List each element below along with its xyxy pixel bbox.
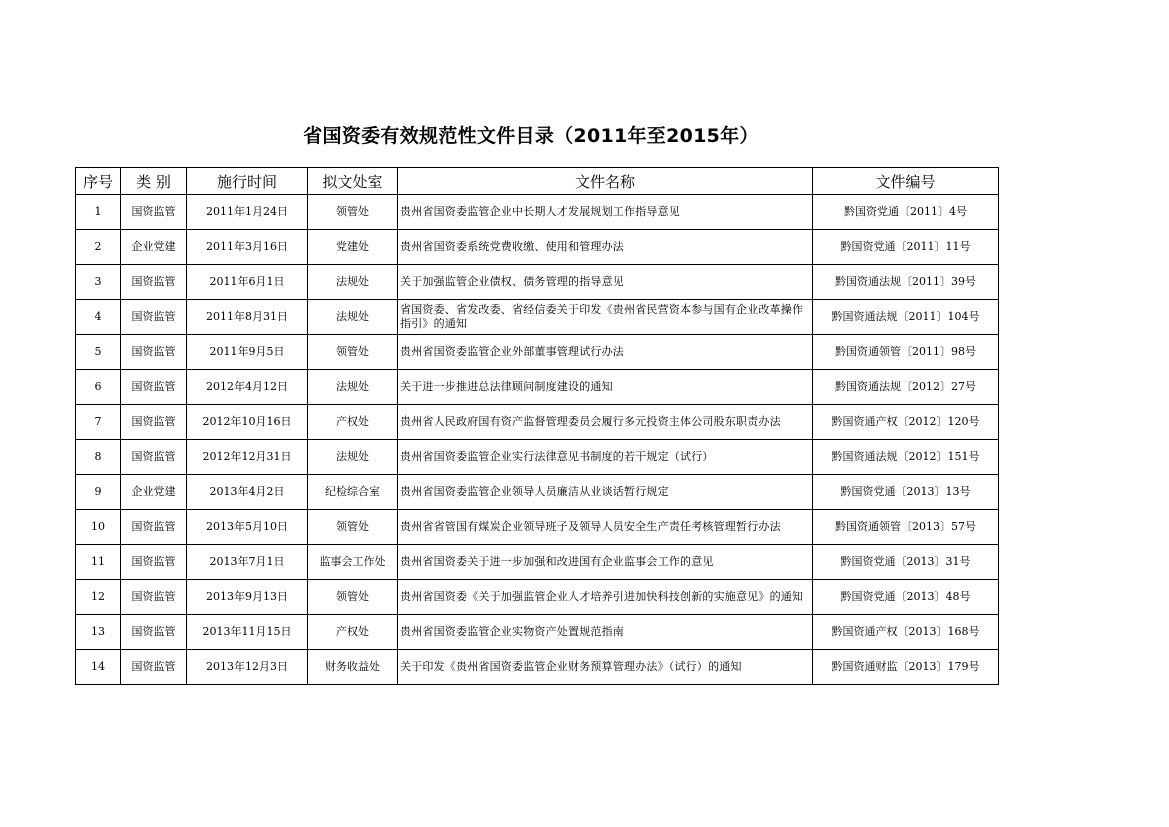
table-row	[76, 615, 999, 650]
row-index: 12	[76, 580, 121, 615]
row-document-name: 贵州省国资委监管企业中长期人才发展规划工作指导意见	[398, 195, 813, 230]
row-document-name: 关于进一步推进总法律顾问制度建设的通知	[398, 370, 813, 405]
row-index: 8	[76, 440, 121, 475]
row-effective-date: 2011年1月24日	[187, 195, 308, 230]
row-category: 企业党建	[121, 230, 187, 265]
document-catalog-table	[75, 167, 999, 685]
table-row	[76, 300, 999, 335]
row-document-name: 贵州省国资委监管企业外部董事管理试行办法	[398, 335, 813, 370]
row-document-name: 关于印发《贵州省国资委监管企业财务预算管理办法》（试行）的通知	[398, 650, 813, 685]
table-row	[76, 335, 999, 370]
row-index: 14	[76, 650, 121, 685]
row-effective-date: 2013年7月1日	[187, 545, 308, 580]
row-document-name: 贵州省国资委系统党费收缴、使用和管理办法	[398, 230, 813, 265]
table-row	[76, 230, 999, 265]
table-row	[76, 440, 999, 475]
row-index: 13	[76, 615, 121, 650]
table-row	[76, 265, 999, 300]
row-category: 国资监管	[121, 580, 187, 615]
row-document-number: 黔国资通法规〔2011〕39号	[813, 265, 999, 300]
row-index: 1	[76, 195, 121, 230]
row-category: 国资监管	[121, 405, 187, 440]
row-drafting-office: 法规处	[308, 440, 398, 475]
row-category: 国资监管	[121, 370, 187, 405]
header-drafting-office: 拟文处室	[308, 168, 398, 195]
row-index: 10	[76, 510, 121, 545]
row-drafting-office: 领管处	[308, 195, 398, 230]
table-row	[76, 370, 999, 405]
row-document-name: 贵州省人民政府国有资产监督管理委员会履行多元投资主体公司股东职责办法	[398, 405, 813, 440]
table-row	[76, 545, 999, 580]
row-index: 6	[76, 370, 121, 405]
row-index: 7	[76, 405, 121, 440]
row-category: 国资监管	[121, 335, 187, 370]
row-document-number: 黔国资通领管〔2011〕98号	[813, 335, 999, 370]
row-effective-date: 2013年12月3日	[187, 650, 308, 685]
row-drafting-office: 领管处	[308, 335, 398, 370]
row-drafting-office: 法规处	[308, 300, 398, 335]
header-document-name: 文件名称	[398, 168, 813, 195]
header-effective-date: 施行时间	[187, 168, 308, 195]
row-index: 4	[76, 300, 121, 335]
table-row	[76, 580, 999, 615]
row-document-number: 黔国资党通〔2013〕31号	[813, 545, 999, 580]
row-document-name: 贵州省国资委《关于加强监管企业人才培养引进加快科技创新的实施意见》的通知	[398, 580, 813, 615]
row-category: 企业党建	[121, 475, 187, 510]
row-effective-date: 2011年6月1日	[187, 265, 308, 300]
header-index: 序号	[76, 168, 121, 195]
header-document-number: 文件编号	[813, 168, 999, 195]
row-document-name: 贵州省国资委监管企业领导人员廉洁从业谈话暂行规定	[398, 475, 813, 510]
table-header-row	[76, 168, 999, 195]
row-document-number: 黔国资通法规〔2011〕104号	[813, 300, 999, 335]
row-category: 国资监管	[121, 545, 187, 580]
row-effective-date: 2012年10月16日	[187, 405, 308, 440]
row-effective-date: 2012年4月12日	[187, 370, 308, 405]
row-document-name: 关于加强监管企业债权、债务管理的指导意见	[398, 265, 813, 300]
row-effective-date: 2011年8月31日	[187, 300, 308, 335]
row-document-number: 黔国资党通〔2013〕13号	[813, 475, 999, 510]
row-drafting-office: 领管处	[308, 510, 398, 545]
row-category: 国资监管	[121, 615, 187, 650]
document-title: 省国资委有效规范性文件目录（2011年至2015年）	[303, 125, 759, 147]
header-category: 类 别	[121, 168, 187, 195]
row-document-name: 贵州省国资委关于进一步加强和改进国有企业监事会工作的意见	[398, 545, 813, 580]
table-row	[76, 405, 999, 440]
row-index: 11	[76, 545, 121, 580]
row-effective-date: 2013年11月15日	[187, 615, 308, 650]
row-effective-date: 2011年9月5日	[187, 335, 308, 370]
row-document-name: 贵州省国资委监管企业实物资产处置规范指南	[398, 615, 813, 650]
row-index: 9	[76, 475, 121, 510]
row-document-name: 省国资委、省发改委、省经信委关于印发《贵州省民营资本参与国有企业改革操作指引》的通知	[398, 300, 813, 335]
row-effective-date: 2012年12月31日	[187, 440, 308, 475]
row-document-number: 黔国资通产权〔2013〕168号	[813, 615, 999, 650]
row-document-number: 黔国资通法规〔2012〕151号	[813, 440, 999, 475]
row-drafting-office: 纪检综合室	[308, 475, 398, 510]
table-row	[76, 650, 999, 685]
row-document-number: 黔国资党通〔2013〕48号	[813, 580, 999, 615]
table-row	[76, 510, 999, 545]
row-document-number: 黔国资通领管〔2013〕57号	[813, 510, 999, 545]
row-drafting-office: 法规处	[308, 370, 398, 405]
table-row	[76, 195, 999, 230]
row-index: 5	[76, 335, 121, 370]
row-drafting-office: 产权处	[308, 615, 398, 650]
row-document-number: 黔国资通法规〔2012〕27号	[813, 370, 999, 405]
row-category: 国资监管	[121, 440, 187, 475]
row-category: 国资监管	[121, 265, 187, 300]
row-category: 国资监管	[121, 650, 187, 685]
row-effective-date: 2011年3月16日	[187, 230, 308, 265]
row-drafting-office: 财务收益处	[308, 650, 398, 685]
row-index: 3	[76, 265, 121, 300]
row-effective-date: 2013年9月13日	[187, 580, 308, 615]
row-document-number: 黔国资通财监〔2013〕179号	[813, 650, 999, 685]
row-drafting-office: 产权处	[308, 405, 398, 440]
row-category: 国资监管	[121, 195, 187, 230]
row-document-number: 黔国资通产权〔2012〕120号	[813, 405, 999, 440]
row-drafting-office: 监事会工作处	[308, 545, 398, 580]
row-effective-date: 2013年4月2日	[187, 475, 308, 510]
row-drafting-office: 党建处	[308, 230, 398, 265]
row-drafting-office: 法规处	[308, 265, 398, 300]
row-document-number: 黔国资党通〔2011〕4号	[813, 195, 999, 230]
row-document-name: 贵州省国资委监管企业实行法律意见书制度的若干规定（试行）	[398, 440, 813, 475]
row-document-name: 贵州省省管国有煤炭企业领导班子及领导人员安全生产责任考核管理暂行办法	[398, 510, 813, 545]
row-category: 国资监管	[121, 510, 187, 545]
row-drafting-office: 领管处	[308, 580, 398, 615]
row-category: 国资监管	[121, 300, 187, 335]
row-index: 2	[76, 230, 121, 265]
table-row	[76, 475, 999, 510]
row-document-number: 黔国资党通〔2011〕11号	[813, 230, 999, 265]
row-effective-date: 2013年5月10日	[187, 510, 308, 545]
